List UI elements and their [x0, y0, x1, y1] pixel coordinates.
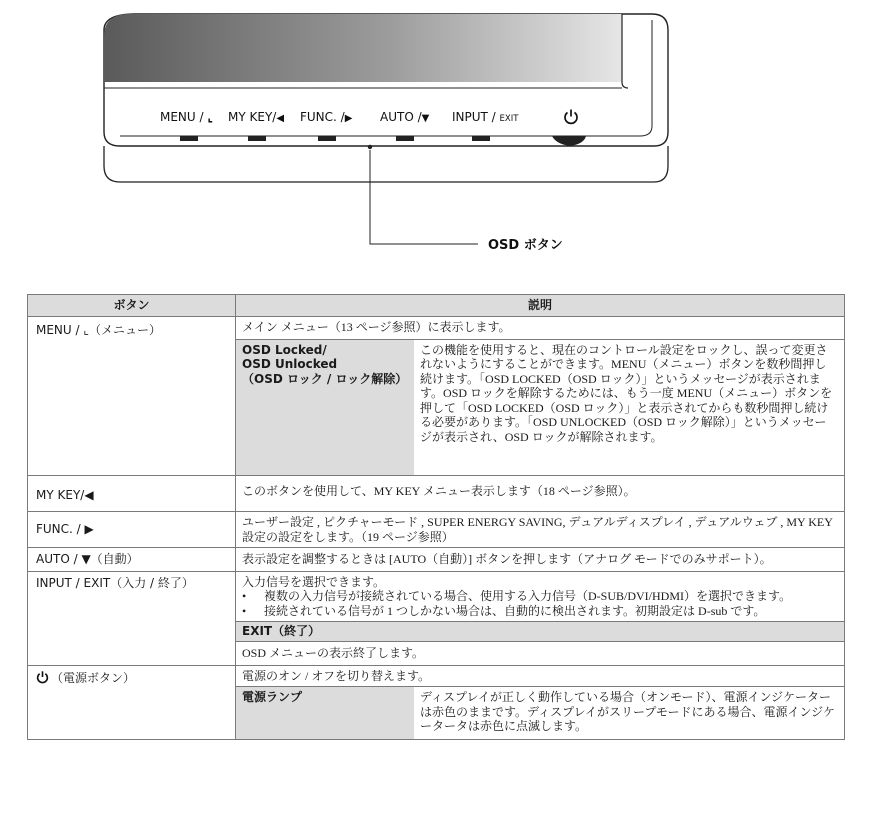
table-header-row	[28, 295, 845, 317]
menu-desc: メイン メニュー（13 ページ参照）に表示します。	[236, 317, 844, 339]
input-desc-block	[236, 572, 844, 622]
func-button-label: FUNC. /▶	[300, 110, 353, 124]
button-cell-power: （電源ボタン）	[28, 665, 236, 739]
power-desc: 電源のオン / オフを切り替えます。	[236, 666, 844, 687]
osd-button-caption: OSD ボタン	[488, 238, 563, 253]
header-description: 説明	[236, 295, 845, 317]
input-button-label: INPUT / EXIT	[452, 110, 519, 124]
power-icon	[563, 108, 579, 125]
table-row-mykey	[28, 476, 845, 512]
mykey-desc: このボタンを使用して、MY KEY メニュー表示します（18 ページ参照）。	[236, 476, 845, 512]
table-row-func	[28, 512, 845, 548]
osd-lock-label: OSD Locked/ OSD Unlocked （OSD ロック / ロック解除）	[236, 339, 414, 475]
input-bullet-1: • 複数の入力信号が接続されている場合、使用する入力信号（D-SUB/DVI/HDMI）を選択できます。	[242, 589, 838, 604]
menu-button-label: MENU / ⌞	[160, 110, 213, 124]
button-description-table	[27, 294, 845, 740]
exit-subheader: EXIT（終了）	[236, 622, 844, 642]
monitor-illustration	[0, 0, 878, 265]
table-row-menu	[28, 317, 845, 476]
input-desc: 入力信号を選択できます。	[242, 574, 386, 589]
button-cell-mykey: MY KEY/◀	[28, 476, 236, 512]
auto-button-label: AUTO /▼	[380, 110, 430, 124]
button-cell-menu: MENU / ⌞（メニュー）	[28, 317, 236, 476]
osd-lock-description: この機能を使用すると、現在のコントロール設定をロックし、誤って変更されないようにすることができます。MENU（メニュー）ボタンを数秒間押し続けます。「OSD LOCKED（OSD ロック）」というメッセージが表示されます。OSD ロックを解除するためには、もう一度 MENU（メニュー）ボタンを押して「OSD LOCKED（OSD ロック）」と表示されてからも数秒間押し続ける必要があります。「OSD UNLOCKED（OSD ロック解除）」というメッセージが表示され、OSD ロックが解除されます。	[420, 342, 833, 444]
input-bullet-2: • 接続されている信号が 1 つしかない場合は、自動的に検出されます。初期設定は D-sub です。	[242, 604, 838, 619]
header-button: ボタン	[28, 295, 236, 317]
table-row-auto	[28, 548, 845, 572]
auto-desc: 表示設定を調整するときは [AUTO（自動）] ボタンを押します（アナログ モードでのみサポート）。	[236, 548, 845, 572]
monitor-bezel-drawing	[0, 0, 878, 265]
power-lamp-label: 電源ランプ	[236, 687, 414, 739]
power-icon	[36, 670, 49, 684]
exit-desc: OSD メニューの表示終了します。	[242, 646, 425, 660]
func-desc: ユーザー設定 , ピクチャーモード , SUPER ENERGY SAVING, デュアルディスプレイ , デュアルウェブ , MY KEY 設定の設定をします。（19 ページ参照）	[236, 512, 845, 548]
table-row-power	[28, 665, 845, 739]
table-row-input	[28, 571, 845, 665]
button-cell-auto: AUTO / ▼（自動）	[28, 548, 236, 572]
button-cell-func: FUNC. / ▶	[28, 512, 236, 548]
power-lamp-description: ディスプレイが正しく動作している場合（オンモード）、電源インジケーターは赤色のままです。ディスプレイがスリープモードにある場合、電源インジケータータは赤色に点滅します。	[420, 690, 835, 733]
button-cell-input: INPUT / EXIT（入力 / 終了）	[28, 571, 236, 665]
mykey-button-label: MY KEY/◀	[228, 110, 285, 124]
